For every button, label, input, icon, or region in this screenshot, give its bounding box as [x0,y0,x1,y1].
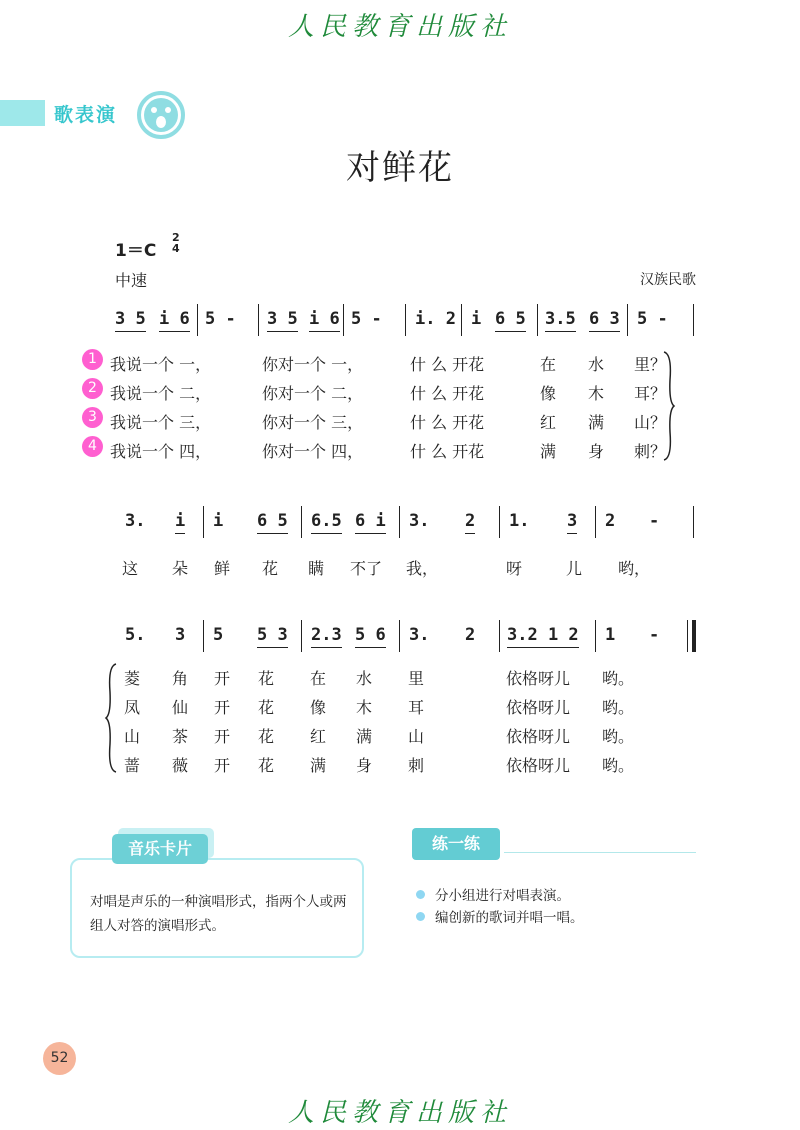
lyric: 瞒 [308,559,325,578]
lyric: 花 [262,559,279,578]
lyric: 花 [258,698,275,717]
verse-line [88,406,680,435]
practice-title: 练一练 [412,828,500,860]
song-origin: 汉族民歌 [640,272,696,288]
lyric: 满 [356,727,373,746]
verse-brace [662,350,676,462]
lyric: 薇 [172,756,189,775]
bullet-icon [416,912,425,921]
bar-line [258,304,259,336]
lyric: 我说一个 二， [110,384,212,403]
lyric: 你对一个 二， [262,384,364,403]
lyric: 仙 [172,698,189,717]
tempo-marking: 中速 [115,271,148,290]
lyric: 鲜 [214,559,231,578]
lyric: 你对一个 三， [262,413,364,432]
lyric: 我， [406,559,439,578]
verse-brace [104,662,118,774]
lyric: 开 [214,756,231,775]
lyric: 依格呀儿 [506,727,571,746]
note-group: i [471,309,482,329]
lyric: 茶 [172,727,189,746]
note-group: 6 5 [257,510,288,534]
lyric: 花 [258,669,275,688]
verse-line [88,348,680,377]
verse-number-badge: 4 [82,436,103,457]
lyric: 木 [588,384,605,403]
lyric: 花 [258,756,275,775]
lyric: 红 [540,413,557,432]
lyric: 我说一个 四， [110,442,212,461]
lyric: 木 [356,698,373,717]
lyric: 蔷 [124,756,141,775]
lyric: 像 [310,698,327,717]
note-group: - [649,625,660,645]
note-group: 6 i [355,510,386,534]
bar-line [499,620,500,652]
lyric: 满 [540,442,557,461]
lyric: 哟， [618,559,651,578]
bar-line [461,304,462,336]
key-signature: 1＝C [115,241,157,261]
note-group: 3 5 [115,308,146,332]
lyric: 什 么 开花 [410,413,485,432]
publisher-logo-footer: 人民教育出版社 [287,1098,512,1128]
lyric: 刺？ [634,442,667,461]
note-group: 2 [465,510,475,534]
lyric: 我说一个 三， [110,413,212,432]
bar-line [693,304,694,336]
lyric: 不了 [350,559,383,578]
verse-number-badge: 2 [82,378,103,399]
note-group: 6 5 [495,308,526,332]
publisher-logo: 人民教育出版社 [287,12,512,42]
notation-line-1 [115,308,695,342]
verse-line [88,377,680,406]
verse-number-badge: 3 [82,407,103,428]
bar-line [595,620,596,652]
music-card-text: 对唱是声乐的一种演唱形式，指两个人或两组人对答的演唱形式。 [90,894,347,934]
verse-line [110,691,680,720]
note-group: 2.3 [311,624,342,648]
lyric: 我说一个 一， [110,355,212,374]
bar-line [405,304,406,336]
practice-divider [504,852,696,853]
note-group: 3. [125,511,146,531]
lyric: 在 [310,669,327,688]
bar-line [301,506,302,538]
bar-line [399,506,400,538]
lyric: 像 [540,384,557,403]
note-group: 3 [175,625,186,645]
note-group: i 6 [159,308,190,332]
note-group: i 6 [309,308,340,332]
lyric: 呀 [506,559,523,578]
lyric: 哟。 [602,669,635,688]
lyric: 开 [214,669,231,688]
practice-item [416,906,584,926]
ending-lyrics [110,662,680,778]
lyric: 花 [258,727,275,746]
verse-line [110,749,680,778]
note-group: - [649,511,660,531]
note-group: 3 [567,510,577,534]
note-group: 3.5 [545,308,576,332]
note-group: 5 - [351,309,382,329]
lyric: 儿 [566,559,583,578]
note-group: 5 6 [355,624,386,648]
bar-line [499,506,500,538]
bar-line [399,620,400,652]
page-number: 52 [43,1042,76,1075]
note-group: 1. [509,511,530,531]
bar-line [343,304,344,336]
lyric: 红 [310,727,327,746]
song-title: 对鲜花 [346,148,454,188]
time-signature-bottom: 4 [172,242,180,255]
section-label: 歌表演 [54,104,118,126]
lyric: 水 [588,355,605,374]
bar-line [203,506,204,538]
notation-line-3 [115,624,695,658]
note-group: 3. [409,625,430,645]
music-card-tab [112,828,212,864]
note-group: 6.5 [311,510,342,534]
note-group: 5. [125,625,146,645]
lyric: 这 [122,559,139,578]
lyric: 菱 [124,669,141,688]
lyric: 哟。 [602,756,635,775]
lyric: 什 么 开花 [410,355,485,374]
chorus-lyrics [110,552,680,581]
notation-line-2 [115,510,695,544]
time-signature [172,232,180,254]
verse-line [88,435,680,464]
lyric: 依格呀儿 [506,698,571,717]
bullet-icon [416,890,425,899]
lyric: 山？ [634,413,667,432]
section-bar [0,100,45,126]
lyric: 满 [310,756,327,775]
lyric: 在 [540,355,557,374]
lyric: 朵 [172,559,189,578]
lyric: 刺 [408,756,425,775]
note-group: 5 - [637,309,668,329]
lyric: 依格呀儿 [506,756,571,775]
note-group: 6 3 [589,308,620,332]
lyric: 开 [214,698,231,717]
lyric: 耳 [408,698,425,717]
note-group: 3.2 1 2 [507,624,579,648]
lyric: 你对一个 四， [262,442,364,461]
lyric: 水 [356,669,373,688]
note-group: i [175,510,185,534]
note-group: 1 [605,625,616,645]
lyric: 里 [408,669,425,688]
verse-lyrics-1 [88,348,680,464]
lyric: 角 [172,669,189,688]
verse-line [110,720,680,749]
note-group: 2 [605,511,616,531]
lyric-line [110,552,680,581]
lyric: 身 [356,756,373,775]
lyric: 满 [588,413,605,432]
lyric: 开 [214,727,231,746]
bar-line [197,304,198,336]
note-group: 3 5 [267,308,298,332]
practice-item-text: 编创新的歌词并唱一唱。 [435,910,584,926]
practice-item [416,884,570,904]
bar-line [301,620,302,652]
lyric: 山 [124,727,141,746]
practice-item-text: 分小组进行对唱表演。 [435,888,570,904]
note-group: 2 [465,625,476,645]
singing-face-icon [133,90,189,144]
bar-line [595,506,596,538]
note-group: i [213,511,224,531]
note-group: 5 - [205,309,236,329]
lyric: 耳？ [634,384,667,403]
note-group: 3. [409,511,430,531]
lyric: 里？ [634,355,667,374]
bar-line [203,620,204,652]
verse-line [110,662,680,691]
music-card-title: 音乐卡片 [127,839,192,858]
time-signature-top: 2 [172,231,180,244]
bar-line [537,304,538,336]
bar-line [627,304,628,336]
lyric: 山 [408,727,425,746]
lyric: 哟。 [602,727,635,746]
lyric: 哟。 [602,698,635,717]
final-bar-line [687,620,688,652]
final-bar-line-thick [692,620,696,652]
lyric: 凤 [124,698,141,717]
lyric: 什 么 开花 [410,384,485,403]
note-group: 5 [213,625,224,645]
bar-line [693,506,694,538]
lyric: 依格呀儿 [506,669,571,688]
note-group: 5 3 [257,624,288,648]
lyric: 身 [588,442,605,461]
lyric: 你对一个 一， [262,355,364,374]
note-group: i. 2 [415,309,456,329]
verse-number-badge: 1 [82,349,103,370]
lyric: 什 么 开花 [410,442,485,461]
